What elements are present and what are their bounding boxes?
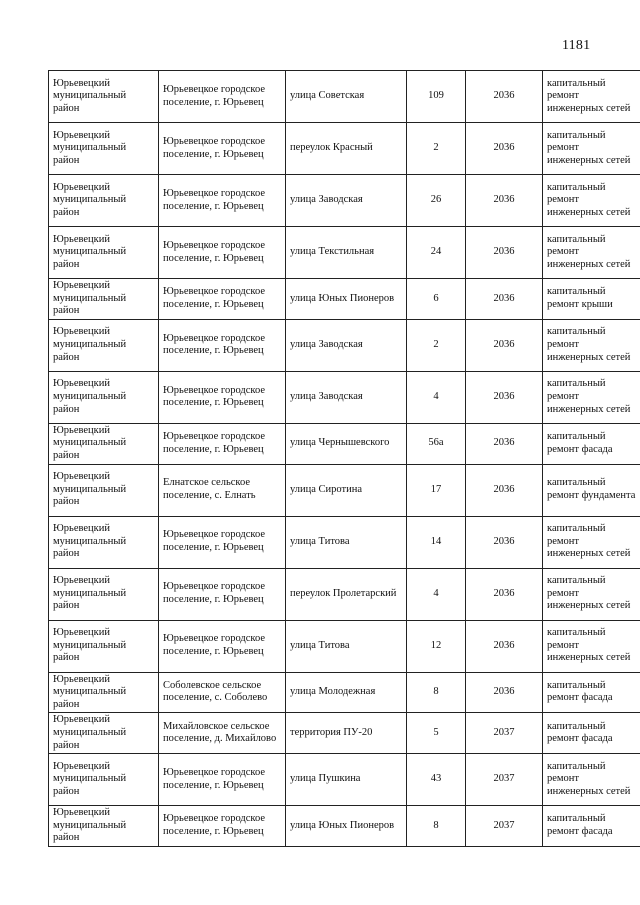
settlement-cell: Юрьевецкое городское поселение, г. Юрьевец [159,754,286,806]
district-cell: Юрьевецкий муниципальный район [49,71,159,123]
settlement-cell: Юрьевецкое городское поселение, г. Юрьевец [159,516,286,568]
year-cell: 2036 [466,568,543,620]
work-type-cell: капитальный ремонт фасада [543,423,640,464]
year-cell: 2036 [466,227,543,279]
settlement-cell: Юрьевецкое городское поселение, г. Юрьевец [159,371,286,423]
street-cell: улица Юных Пионеров [286,806,407,847]
work-type-cell: капитальный ремонт фасада [543,806,640,847]
year-cell: 2036 [466,123,543,175]
work-type-cell: капитальный ремонт инженерных сетей [543,516,640,568]
table-row [49,806,640,847]
settlement-cell: Юрьевецкое городское поселение, г. Юрьевец [159,620,286,672]
table-row [49,371,640,423]
district-cell: Юрьевецкий муниципальный район [49,279,159,320]
work-type-cell: капитальный ремонт инженерных сетей [543,371,640,423]
house-number-cell: 2 [407,319,466,371]
page-number: 1181 [562,38,591,53]
house-number-cell: 2 [407,123,466,175]
work-type-cell: капитальный ремонт инженерных сетей [543,754,640,806]
street-cell: улица Чернышевского [286,423,407,464]
settlement-cell: Елнатское сельское поселение, с. Елнать [159,464,286,516]
table-row [49,227,640,279]
street-cell: улица Сиротина [286,464,407,516]
repair-schedule-table [48,70,640,847]
table-row [49,568,640,620]
district-cell: Юрьевецкий муниципальный район [49,464,159,516]
table-row [49,516,640,568]
work-type-cell: капитальный ремонт фундамента [543,464,640,516]
house-number-cell: 26 [407,175,466,227]
house-number-cell: 4 [407,371,466,423]
work-type-cell: капитальный ремонт инженерных сетей [543,123,640,175]
table-row [49,620,640,672]
district-cell: Юрьевецкий муниципальный район [49,319,159,371]
district-cell: Юрьевецкий муниципальный район [49,123,159,175]
year-cell: 2036 [466,672,543,713]
table-row [49,713,640,754]
house-number-cell: 8 [407,672,466,713]
house-number-cell: 17 [407,464,466,516]
street-cell: улица Титова [286,620,407,672]
street-cell: переулок Пролетарский [286,568,407,620]
year-cell: 2037 [466,713,543,754]
house-number-cell: 14 [407,516,466,568]
year-cell: 2037 [466,806,543,847]
house-number-cell: 43 [407,754,466,806]
settlement-cell: Юрьевецкое городское поселение, г. Юрьевец [159,319,286,371]
house-number-cell: 24 [407,227,466,279]
street-cell: улица Титова [286,516,407,568]
settlement-cell: Юрьевецкое городское поселение, г. Юрьевец [159,227,286,279]
work-type-cell: капитальный ремонт инженерных сетей [543,319,640,371]
table-row [49,71,640,123]
settlement-cell: Соболевское сельское поселение, с. Соболево [159,672,286,713]
table-row [49,279,640,320]
district-cell: Юрьевецкий муниципальный район [49,754,159,806]
table-row [49,754,640,806]
year-cell: 2036 [466,620,543,672]
district-cell: Юрьевецкий муниципальный район [49,227,159,279]
year-cell: 2036 [466,175,543,227]
work-type-cell: капитальный ремонт фасада [543,672,640,713]
settlement-cell: Юрьевецкое городское поселение, г. Юрьевец [159,175,286,227]
work-type-cell: капитальный ремонт инженерных сетей [543,568,640,620]
table-row [49,423,640,464]
district-cell: Юрьевецкий муниципальный район [49,568,159,620]
district-cell: Юрьевецкий муниципальный район [49,620,159,672]
settlement-cell: Юрьевецкое городское поселение, г. Юрьевец [159,568,286,620]
settlement-cell: Юрьевецкое городское поселение, г. Юрьевец [159,806,286,847]
street-cell: улица Юных Пионеров [286,279,407,320]
house-number-cell: 8 [407,806,466,847]
district-cell: Юрьевецкий муниципальный район [49,175,159,227]
house-number-cell: 109 [407,71,466,123]
district-cell: Юрьевецкий муниципальный район [49,423,159,464]
district-cell: Юрьевецкий муниципальный район [49,516,159,568]
street-cell: улица Заводская [286,175,407,227]
table-row [49,672,640,713]
district-cell: Юрьевецкий муниципальный район [49,371,159,423]
year-cell: 2036 [466,71,543,123]
year-cell: 2036 [466,279,543,320]
house-number-cell: 6 [407,279,466,320]
table-row [49,464,640,516]
work-type-cell: капитальный ремонт инженерных сетей [543,227,640,279]
street-cell: улица Советская [286,71,407,123]
settlement-cell: Юрьевецкое городское поселение, г. Юрьевец [159,123,286,175]
work-type-cell: капитальный ремонт крыши [543,279,640,320]
work-type-cell: капитальный ремонт инженерных сетей [543,620,640,672]
house-number-cell: 4 [407,568,466,620]
district-cell: Юрьевецкий муниципальный район [49,806,159,847]
street-cell: улица Заводская [286,319,407,371]
table-row [49,319,640,371]
settlement-cell: Михайловское сельское поселение, д. Михайлово [159,713,286,754]
street-cell: территория ПУ-20 [286,713,407,754]
table-row [49,175,640,227]
district-cell: Юрьевецкий муниципальный район [49,672,159,713]
year-cell: 2036 [466,464,543,516]
settlement-cell: Юрьевецкое городское поселение, г. Юрьевец [159,71,286,123]
street-cell: улица Заводская [286,371,407,423]
year-cell: 2036 [466,371,543,423]
house-number-cell: 5 [407,713,466,754]
settlement-cell: Юрьевецкое городское поселение, г. Юрьевец [159,423,286,464]
work-type-cell: капитальный ремонт инженерных сетей [543,71,640,123]
street-cell: улица Текстильная [286,227,407,279]
year-cell: 2036 [466,516,543,568]
settlement-cell: Юрьевецкое городское поселение, г. Юрьевец [159,279,286,320]
street-cell: улица Молодежная [286,672,407,713]
table-body [49,71,640,847]
year-cell: 2037 [466,754,543,806]
table-row [49,123,640,175]
work-type-cell: капитальный ремонт инженерных сетей [543,175,640,227]
street-cell: переулок Красный [286,123,407,175]
house-number-cell: 12 [407,620,466,672]
street-cell: улица Пушкина [286,754,407,806]
house-number-cell: 56а [407,423,466,464]
work-type-cell: капитальный ремонт фасада [543,713,640,754]
year-cell: 2036 [466,423,543,464]
district-cell: Юрьевецкий муниципальный район [49,713,159,754]
year-cell: 2036 [466,319,543,371]
